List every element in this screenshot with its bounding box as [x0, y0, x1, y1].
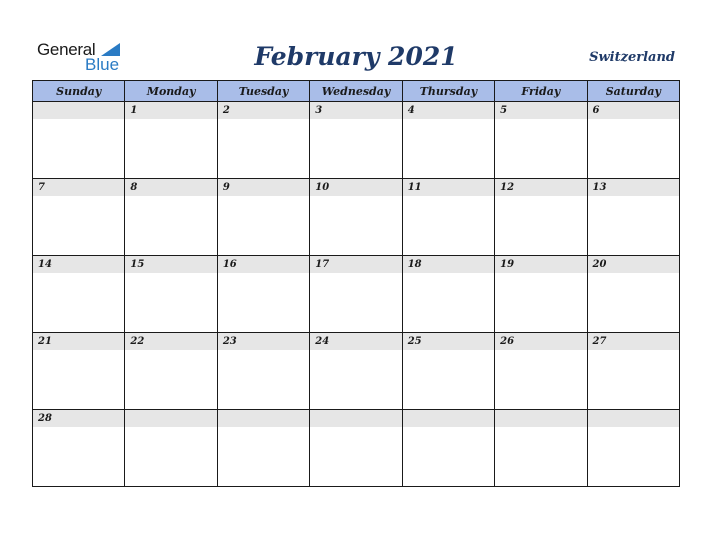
- weekday-header-row: [33, 81, 680, 102]
- day-number: 17: [315, 259, 330, 270]
- weekday-header: Monday: [125, 81, 217, 102]
- day-cell: [402, 333, 494, 410]
- day-cell: [33, 410, 125, 487]
- day-number: 1: [130, 105, 138, 116]
- logo-text-general: General: [37, 40, 96, 59]
- day-number: 18: [407, 259, 422, 270]
- day-cell: [495, 410, 587, 487]
- day-cell: [310, 179, 402, 256]
- week-row: [33, 102, 680, 179]
- day-number: 6: [592, 105, 600, 116]
- day-cell: [587, 102, 679, 179]
- day-cell: [495, 102, 587, 179]
- logo-text-blue: Blue: [85, 55, 120, 74]
- day-cell: [125, 256, 217, 333]
- day-number: 26: [500, 336, 515, 347]
- day-number: 20: [592, 259, 607, 270]
- week-row: [33, 179, 680, 256]
- day-number: 16: [222, 259, 237, 270]
- day-number: 19: [500, 259, 515, 270]
- day-number: 22: [130, 336, 145, 347]
- day-number: 21: [38, 336, 52, 347]
- day-cell: [402, 410, 494, 487]
- day-cell: [402, 179, 494, 256]
- day-number: 24: [315, 336, 330, 347]
- day-number: 14: [38, 259, 52, 270]
- day-cell: [217, 410, 309, 487]
- day-number: 8: [130, 182, 138, 193]
- day-cell: [33, 102, 125, 179]
- week-row: [33, 333, 680, 410]
- day-number: 11: [407, 182, 422, 193]
- day-number: 3: [315, 105, 323, 116]
- day-cell: [310, 333, 402, 410]
- day-cell: [125, 179, 217, 256]
- calendar-title: February 2021: [254, 42, 458, 71]
- day-cell: [125, 102, 217, 179]
- day-number: 23: [222, 336, 237, 347]
- day-cell: [33, 179, 125, 256]
- weekday-header: Thursday: [402, 81, 494, 102]
- day-number: 28: [38, 413, 52, 424]
- day-cell: [310, 410, 402, 487]
- weekday-header: Friday: [495, 81, 587, 102]
- day-number: 15: [130, 259, 145, 270]
- day-number: 9: [222, 182, 230, 193]
- day-cell: [217, 179, 309, 256]
- day-cell: [587, 256, 679, 333]
- day-cell: [402, 256, 494, 333]
- day-cell: [587, 333, 679, 410]
- day-number: 10: [315, 182, 330, 193]
- day-cell: [217, 333, 309, 410]
- weekday-header: Tuesday: [217, 81, 309, 102]
- weekday-header: Wednesday: [310, 81, 402, 102]
- day-cell: [217, 256, 309, 333]
- day-cell: [495, 333, 587, 410]
- day-number: 12: [500, 182, 515, 193]
- day-number: 25: [407, 336, 422, 347]
- weekday-header: Saturday: [587, 81, 679, 102]
- country-label: Switzerland: [589, 50, 675, 65]
- calendar-grid: [32, 80, 680, 487]
- week-row: [33, 410, 680, 487]
- day-cell: [33, 333, 125, 410]
- day-number: 5: [500, 105, 508, 116]
- day-cell: [587, 410, 679, 487]
- day-cell: [217, 102, 309, 179]
- day-cell: [495, 256, 587, 333]
- day-cell: [310, 102, 402, 179]
- day-cell: [33, 256, 125, 333]
- day-cell: [402, 102, 494, 179]
- weekday-header: Sunday: [33, 81, 125, 102]
- week-row: [33, 256, 680, 333]
- day-cell: [125, 333, 217, 410]
- day-number: 7: [38, 182, 45, 193]
- day-number: 13: [592, 182, 607, 193]
- day-number: 4: [407, 105, 415, 116]
- day-number: 2: [222, 105, 230, 116]
- day-cell: [495, 179, 587, 256]
- day-cell: [125, 410, 217, 487]
- day-cell: [310, 256, 402, 333]
- day-cell: [587, 179, 679, 256]
- day-number: 27: [592, 336, 607, 347]
